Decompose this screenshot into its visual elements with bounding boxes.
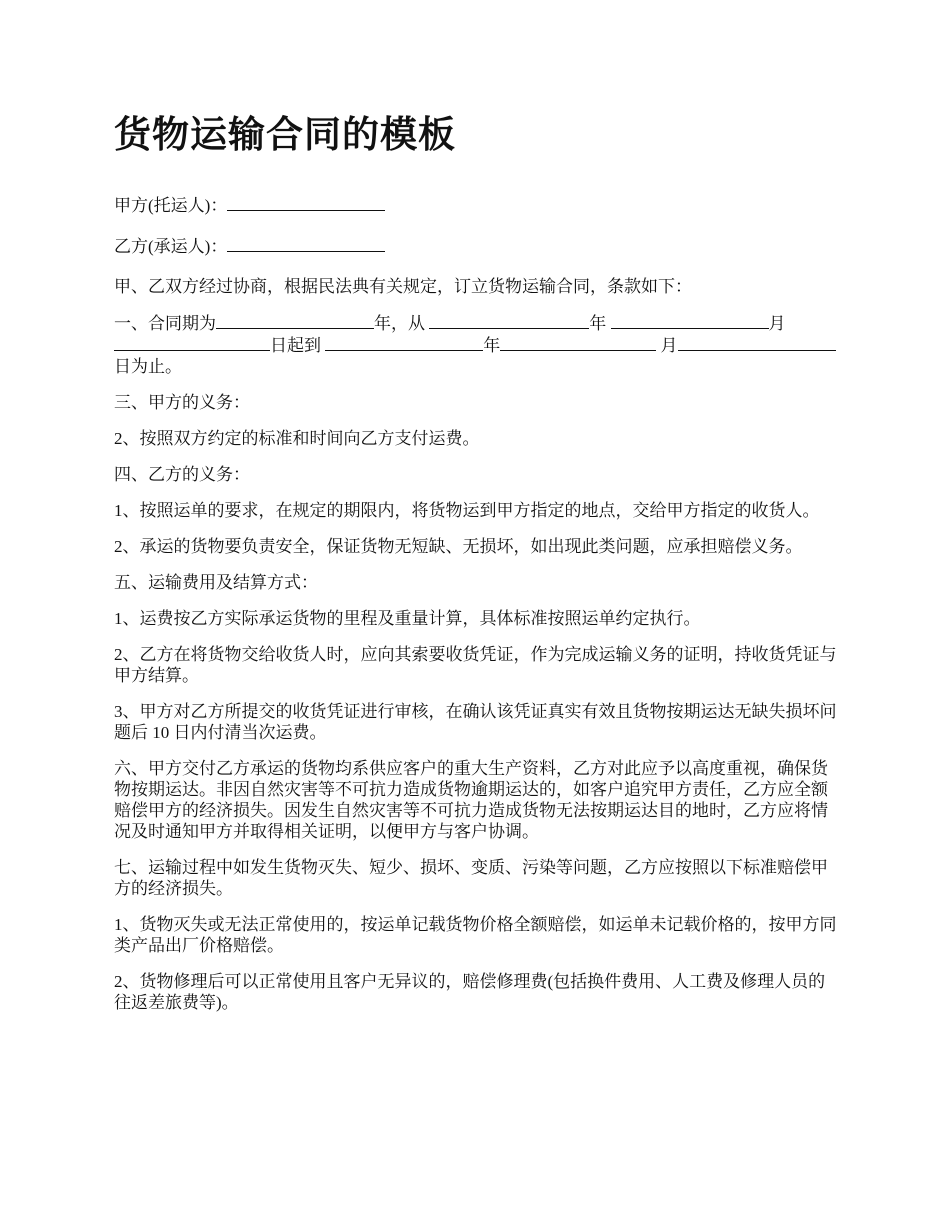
section-6-paragraph: 六、甲方交付乙方承运的货物均系供应客户的重大生产资料，乙方对此应予以高度重视，确保货物按期运达。非因自然灾害等不可抗力造成货物逾期运达的，如客户追究甲方责任，乙方应全额赔偿甲方的经济损失。因发生自然灾害等不可抗力造成货物无法按期运达目的地时，乙方应将情况及时通知甲方并取得相关证明，以便甲方与客户协调。	[114, 759, 828, 841]
section-4-item-2: 2、承运的货物要负责安全，保证货物无短缺、无损坏，如出现此类问题，应承担赔偿义务。	[114, 537, 803, 556]
term-text-5: 年	[483, 336, 501, 355]
start-month-blank	[611, 312, 769, 329]
section-5-item-2: 2、乙方在将货物交给收货人时，应向其索要收货凭证，作为完成运输义务的证明，持收货凭证与甲方结算。	[114, 645, 837, 685]
section-3-heading: 三、甲方的义务：	[114, 393, 250, 412]
term-prefix: 一、合同期为	[114, 314, 216, 333]
term-text-1: 年，从	[374, 314, 425, 333]
start-year-blank	[429, 312, 589, 329]
term-text-4: 日起到	[270, 336, 321, 355]
end-month-blank	[500, 334, 656, 351]
term-text-3: 月	[768, 314, 786, 333]
term-text-2: 年	[589, 314, 607, 333]
section-7-item-1: 1、货物灭失或无法正常使用的，按运单记载货物价格全额赔偿，如运单未记载价格的，按甲方同类产品出厂价格赔偿。	[114, 915, 837, 955]
term-text-7: 日为止。	[114, 357, 182, 376]
document-title: 货物运输合同的模板	[114, 115, 456, 156]
party-b-blank	[227, 235, 385, 252]
section-3-item-2: 2、按照双方约定的标准和时间向乙方支付运费。	[114, 429, 480, 448]
party-b-label: 乙方(承运人)：	[114, 237, 228, 256]
term-text-6: 月	[660, 336, 678, 355]
contract-term-clause	[114, 312, 840, 377]
section-4-heading: 四、乙方的义务：	[114, 465, 250, 484]
party-b-line	[114, 235, 840, 257]
party-a-label: 甲方(托运人)：	[114, 196, 228, 215]
section-7-item-2: 2、货物修理后可以正常使用且客户无异议的，赔偿修理费(包括换件费用、人工费及修理人员的往返差旅费等)。	[114, 972, 826, 1012]
intro-paragraph: 甲、乙双方经过协商，根据民法典有关规定，订立货物运输合同，条款如下：	[114, 277, 692, 296]
end-year-blank	[325, 334, 483, 351]
term-years-blank	[216, 312, 374, 329]
party-a-blank	[227, 194, 385, 211]
section-5-item-1: 1、运费按乙方实际承运货物的里程及重量计算，具体标准按照运单约定执行。	[114, 609, 701, 628]
start-day-blank	[114, 334, 270, 351]
section-5-heading: 五、运输费用及结算方式：	[114, 573, 318, 592]
end-day-blank	[678, 334, 836, 351]
section-5-item-3: 3、甲方对乙方所提交的收货凭证进行审核，在确认该凭证真实有效且货物按期运达无缺失损坏问题后 10 日内付清当次运费。	[114, 702, 837, 742]
section-4-item-1: 1、按照运单的要求，在规定的期限内，将货物运到甲方指定的地点，交给甲方指定的收货人。	[114, 501, 820, 520]
section-7-paragraph: 七、运输过程中如发生货物灭失、短少、损坏、变质、污染等问题，乙方应按照以下标准赔偿甲方的经济损失。	[114, 858, 828, 898]
party-a-line	[114, 194, 840, 216]
